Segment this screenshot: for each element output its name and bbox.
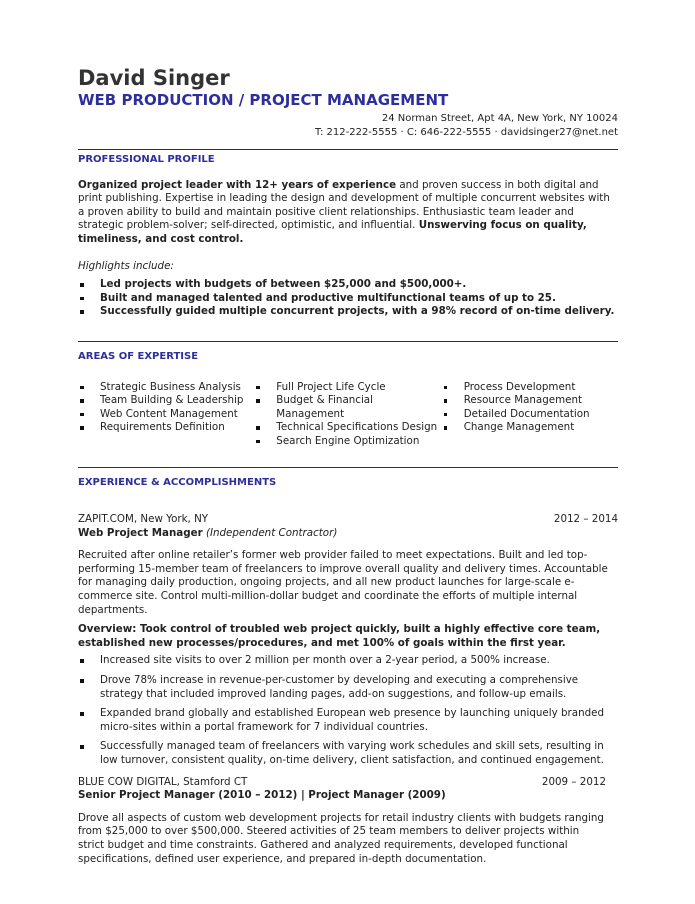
list-item: Strategic Business Analysis (78, 381, 254, 395)
contact-block (78, 112, 618, 139)
job-summary: Recruited after online retailer’s former web provider failed to meet expectations. Built and led top-performing 15-member team of freelancers to improve overall quality and delivery times. Accountable for managing daily production, ongoing projects, and all new product launches for large-scale e-commerce site. Control multi-million-dollar budget and coordinate the efforts of multiple internal departments. (78, 549, 608, 616)
expertise-column (442, 381, 618, 449)
address: 24 Norman Street, Apt 4A, New York, NY 10024 (381, 113, 618, 124)
list-item: Budget & Financial Management (254, 394, 441, 421)
expertise-grid (78, 381, 618, 449)
list-item: Technical Specifications Design (254, 421, 441, 435)
list-item: Increased site visits to over 2 million per month over a 2-year period, a 500% increase. (78, 654, 618, 668)
dates: 2009 – 2012 (541, 775, 606, 788)
divider (78, 467, 618, 468)
section-heading-expertise: AREAS OF EXPERTISE (78, 350, 199, 362)
list-item: Process Development (442, 381, 618, 395)
dates: 2012 – 2014 (553, 513, 618, 526)
company: BLUE COW DIGITAL, Stamford CT (78, 775, 248, 788)
list-item: Led projects with budgets of between $25,000 and $500,000+. (78, 278, 618, 292)
list-item: Successfully guided multiple concurrent projects, with a 98% record of on-time delivery. (78, 305, 618, 319)
candidate-title: WEB PRODUCTION / PROJECT MANAGEMENT (78, 91, 449, 109)
list-item: Requirements Definition (78, 421, 254, 435)
candidate-name: David Singer (78, 66, 230, 90)
contact-info: T: 212-222-5555 · C: 646-222-5555 · davidsinger27@net.net (314, 126, 618, 138)
job-entry (78, 513, 618, 768)
divider (78, 341, 618, 342)
list-item: Search Engine Optimization (254, 435, 441, 449)
job-summary: Drove all aspects of custom web development projects for retail industry clients with budgets ranging from $25,000 to over $500,000. Steered activities of 25 team members to deliver projects within strict budget and time constraints. Gathered and analyzed requirements, developed functional specifications, defined user experience, and prepared in-depth documentation. (78, 811, 604, 865)
list-item: Drove 78% increase in revenue-per-customer by developing and executing a comprehensive strategy that included improved landing pages, add-on suggestions, and follow-up emails. (78, 674, 618, 701)
list-item: Change Management (442, 421, 618, 435)
job-entry (78, 776, 606, 867)
list-item: Web Content Management (78, 408, 254, 422)
company: ZAPIT.COM, New York, NY (78, 513, 209, 526)
list-item: Team Building & Leadership (78, 394, 254, 408)
highlights-list (78, 278, 618, 319)
job-role: Senior Project Manager (2010 – 2012) | Project Manager (2009) (78, 789, 446, 802)
highlights-label: Highlights include: (78, 259, 174, 272)
expertise-column (254, 381, 441, 449)
expertise-column (78, 381, 254, 449)
list-item: Successfully managed team of freelancers with varying work schedules and skill sets, resulting in low turnover, consistent quality, on-time delivery, client satisfaction, and continued engagement. (78, 740, 618, 767)
section-heading-experience: EXPERIENCE & ACCOMPLISHMENTS (78, 476, 277, 488)
list-item: Full Project Life Cycle (254, 381, 441, 395)
profile-summary: Organized project leader with 12+ years of experience and proven success in both digital and print publishing. Expertise in leading the design and development of multiple concurrent websites with a proven ability to build and maintain positive client relationships. Enthusiastic team leader and strategic problem-solver; self-directed, optimistic, and influential. Unswerving focus on quality, timeliness, and cost control. (78, 178, 610, 245)
list-item: Detailed Documentation (442, 408, 618, 422)
list-item: Expanded brand globally and established European web presence by launching uniquely branded micro-sites within a portal framework for 7 individual countries. (78, 707, 618, 734)
resume-page (78, 66, 618, 866)
job-role: Web Project Manager (Independent Contractor) (78, 526, 338, 539)
section-heading-profile: PROFESSIONAL PROFILE (78, 154, 215, 165)
list-item: Resource Management (442, 394, 618, 408)
divider (78, 149, 618, 150)
accomplishments-list (78, 654, 618, 767)
list-item: Built and managed talented and productive multifunctional teams of up to 25. (78, 292, 618, 306)
job-overview: Overview: Took control of troubled web project quickly, built a highly effective core team, established new processes/procedures, and met 100% of goals within the first year. (78, 623, 601, 649)
